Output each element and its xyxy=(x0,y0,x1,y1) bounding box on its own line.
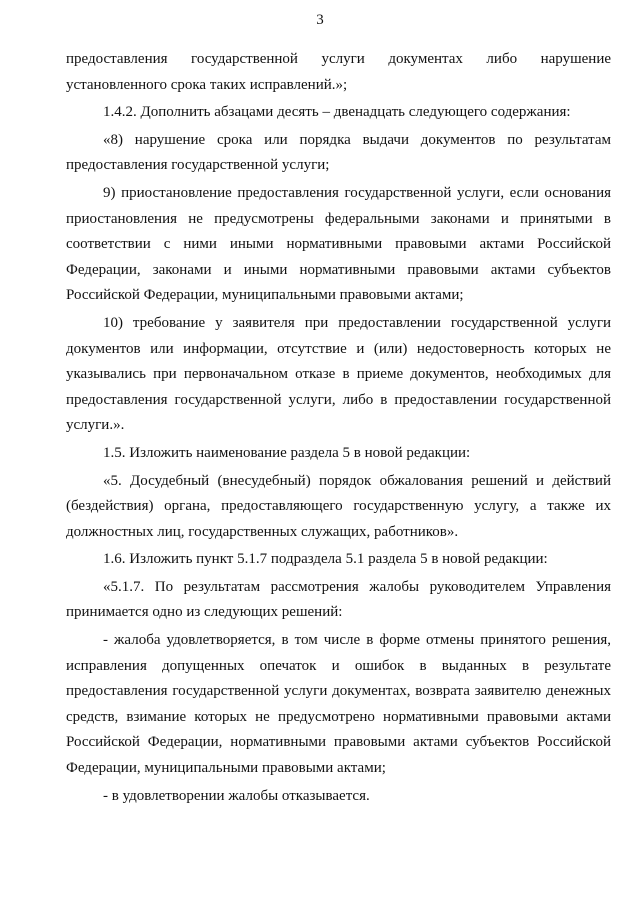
paragraph-section-5-title: «5. Досудебный (внесудебный) порядок обжалования решений и действий (бездействия) органа, предоставляющего государственную услугу, а также их должностных лиц, государственных служащих, работников». xyxy=(66,472,611,540)
paragraph-1-4-2: 1.4.2. Дополнить абзацами десять – двенадцать следующего содержания: xyxy=(103,104,571,121)
page-number: 3 xyxy=(316,12,324,28)
document-body xyxy=(66,47,611,811)
paragraph-5-1-7: «5.1.7. По результатам рассмотрения жалобы руководителем Управления принимается одно из следующих решений: xyxy=(66,578,611,621)
paragraph-item-9: 9) приостановление предоставления государственной услуги, если основания приостановления не предусмотрены федеральными законами и принятыми в соответствии с ними иными нормативными правовыми актами Российской Федерации, законами и иными нормативными правовыми актами субъектов Российской Федерации, муниципальными правовыми актами; xyxy=(66,184,611,304)
paragraph-1-5: 1.5. Изложить наименование раздела 5 в новой редакции: xyxy=(103,444,471,461)
paragraph-decision-satisfied: - жалоба удовлетворяется, в том числе в форме отмены принятого решения, исправления допущенных опечаток и ошибок в выданных в результате предоставления государственной услуги документах, возврата заявителю денежных средств, взимание которых не предусмотрено нормативными правовыми актами Российской Федерации, нормативными правовыми актами субъектов Российской Федерации, муниципальными правовыми актами; xyxy=(66,632,611,777)
paragraph-item-8: «8) нарушение срока или порядка выдачи документов по результатам предоставления государственной услуги; xyxy=(66,131,611,174)
paragraph-1-6: 1.6. Изложить пункт 5.1.7 подраздела 5.1 раздела 5 в новой редакции: xyxy=(103,551,548,568)
paragraph-decision-refused: - в удовлетворении жалобы отказывается. xyxy=(103,787,370,804)
paragraph-continuation: предоставления государственной услуги документах либо нарушение установленного срока таких исправлений.»; xyxy=(66,51,611,93)
paragraph-item-10: 10) требование у заявителя при предоставлении государственной услуги документов или информации, отсутствие и (или) недостоверность которых не указывались при первоначальном отказе в приеме документов, необходимых для предоставления государственной услуги, либо в предоставлении государственной услуги.». xyxy=(66,314,611,434)
